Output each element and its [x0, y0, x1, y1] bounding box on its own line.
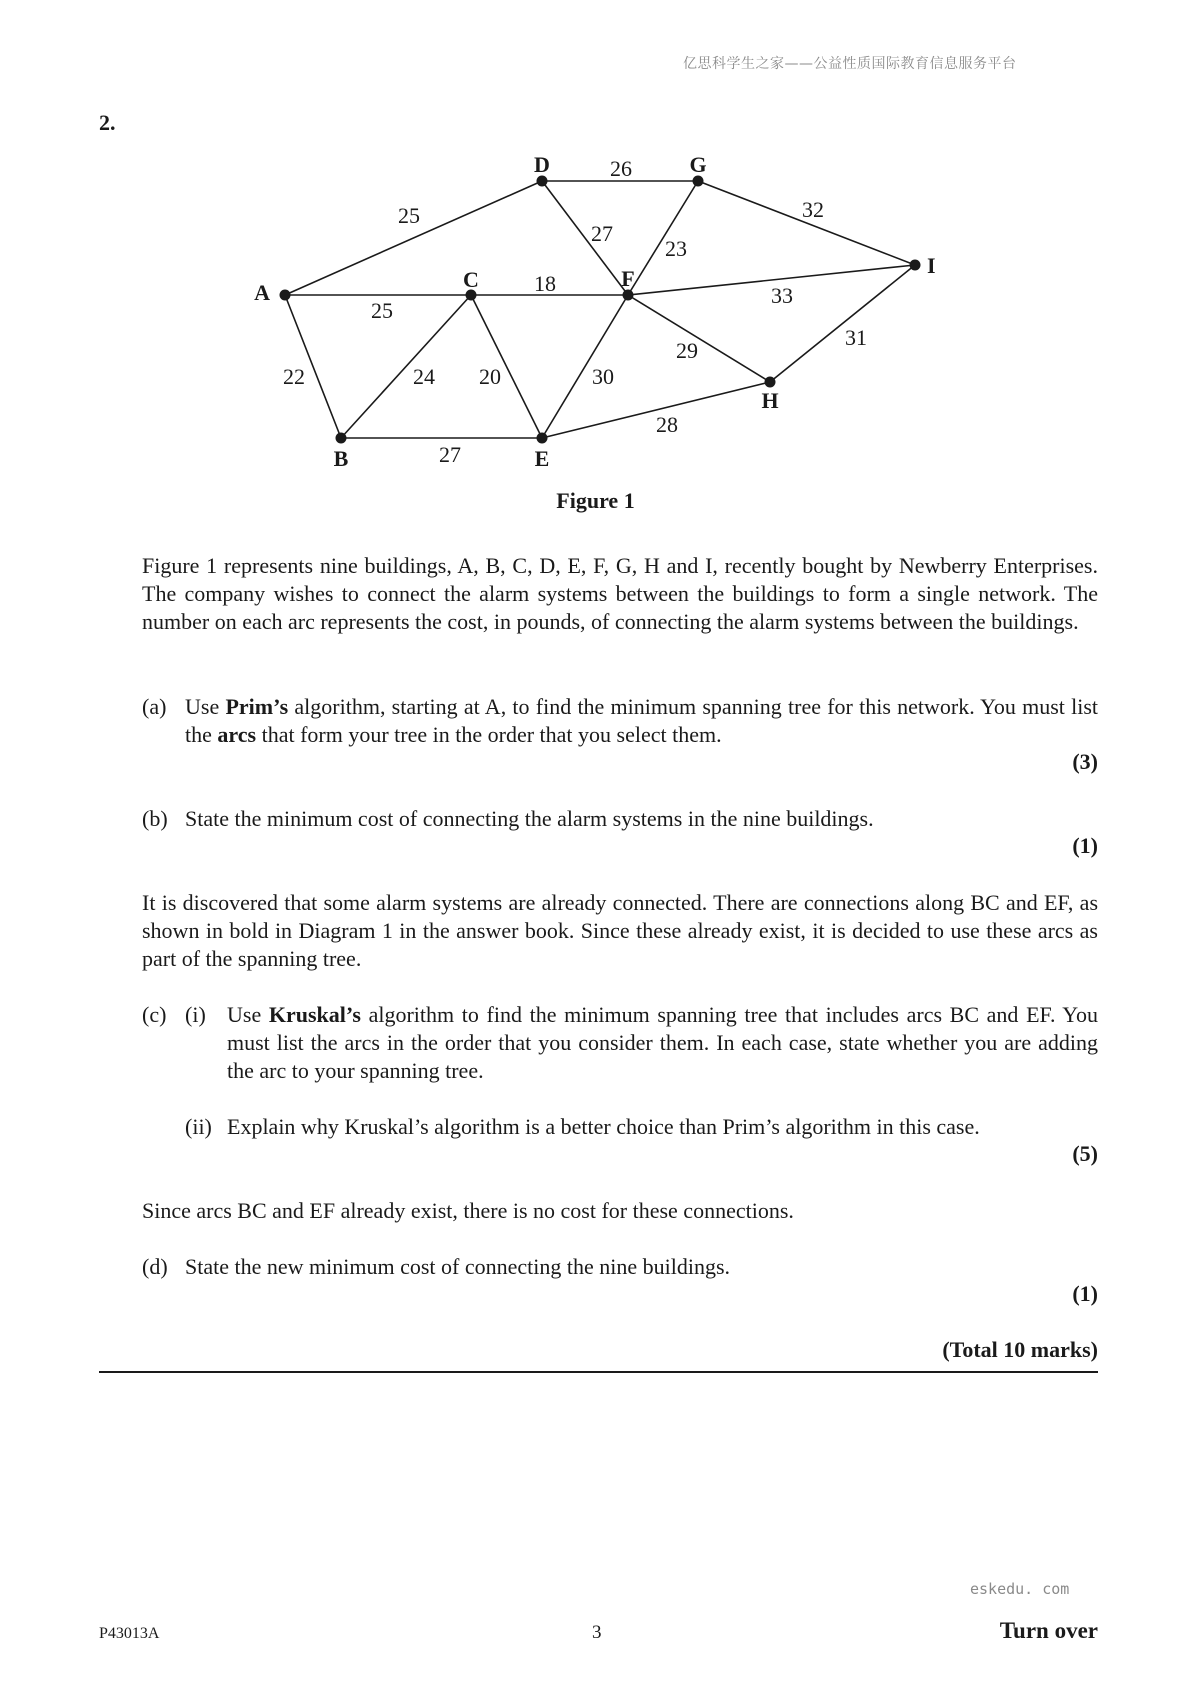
part-c-i-text: Use Kruskal’s algorithm to find the minimum spanning tree that includes arcs BC and EF. You must list the arcs in the order that you consider them. In each case, state whether you are adding the arc to your spanning tree. [227, 1002, 1098, 1083]
edge-gf [628, 181, 698, 295]
edge-gi [698, 181, 915, 265]
edge-weight-gi: 32 [802, 197, 824, 222]
node-label-a: A [254, 280, 270, 305]
context-c-text: It is discovered that some alarm systems are already connected. There are connections along BC and EF, as shown in bold in Diagram 1 in the answer book. Since these already exist, it is decided to use these arcs as part of the spanning tree. [142, 890, 1098, 971]
node-g [693, 176, 704, 187]
edge-weight-fh: 29 [676, 338, 698, 363]
node-label-c: C [463, 267, 479, 292]
part-a-text: Use Prim’s algorithm, starting at A, to find the minimum spanning tree for this network. You must list the arcs that form your tree in the order that you select them. [185, 694, 1098, 747]
part-b-text: State the minimum cost of connecting the alarm systems in the nine buildings. [185, 806, 874, 831]
edge-weight-dg: 26 [610, 156, 632, 181]
context-d [142, 1197, 1098, 1225]
part-a-marks: (3) [1072, 749, 1098, 774]
edge-weight-ce: 20 [479, 364, 501, 389]
node-label-d: D [534, 152, 550, 177]
edge-weight-be: 27 [439, 442, 461, 467]
footer-watermark: eskedu. com [970, 1580, 1070, 1598]
part-c-marks: (5) [1072, 1141, 1098, 1166]
node-label-b: B [333, 446, 349, 471]
part-b [142, 805, 1098, 835]
edge-weight-bc: 24 [413, 364, 435, 389]
part-d [142, 1253, 1098, 1283]
edge-weight-fe: 30 [592, 364, 614, 389]
edge-fh [628, 295, 770, 382]
node-b [336, 433, 347, 444]
intro-paragraph [142, 552, 1098, 636]
edge-weight-cf: 18 [534, 271, 556, 296]
part-b-marks: (1) [1072, 833, 1098, 858]
part-c-i-label: (i) [185, 1002, 206, 1027]
part-d-marks: (1) [1072, 1281, 1098, 1306]
node-h [765, 377, 776, 388]
page-number: 3 [592, 1622, 602, 1643]
part-a [142, 693, 1098, 753]
node-label-h: H [761, 388, 779, 413]
edge-weight-eh: 28 [656, 412, 678, 437]
edge-weight-gf: 23 [665, 236, 687, 261]
turn-over: Turn over [999, 1618, 1098, 1643]
part-c-ii-text: Explain why Kruskal’s algorithm is a better choice than Prim’s algorithm in this case. [227, 1114, 980, 1139]
node-a [280, 290, 291, 301]
edge-fe [542, 295, 628, 438]
question-number: 2. [99, 110, 116, 135]
edge-bc [341, 295, 471, 438]
node-label-i: I [927, 253, 936, 278]
node-d [537, 176, 548, 187]
edge-weight-fi: 33 [771, 283, 793, 308]
edge-weight-df: 27 [591, 221, 613, 246]
node-i [910, 260, 921, 271]
context-c [142, 889, 1098, 973]
paper-code: P43013A [99, 1625, 160, 1642]
total-marks: (Total 10 marks) [942, 1337, 1098, 1362]
network-figure [0, 0, 1191, 520]
header-watermark: 亿思科学生之家——公益性质国际教育信息服务平台 [683, 56, 1017, 72]
part-a-label: (a) [142, 694, 167, 719]
node-label-f: F [621, 266, 635, 291]
part-c-ii [142, 1113, 1098, 1143]
part-b-label: (b) [142, 806, 168, 831]
node-f [623, 290, 634, 301]
part-c-label: (c) [142, 1002, 167, 1027]
node-label-e: E [534, 446, 550, 471]
node-e [537, 433, 548, 444]
edge-ad [285, 181, 542, 295]
part-d-label: (d) [142, 1254, 168, 1279]
part-d-text: State the new minimum cost of connecting the nine buildings. [185, 1254, 731, 1279]
context-d-text: Since arcs BC and EF already exist, there is no cost for these connections. [142, 1198, 794, 1223]
edge-weight-ad: 25 [398, 203, 420, 228]
section-divider [99, 1371, 1098, 1373]
edge-weight-ab: 22 [283, 364, 305, 389]
node-label-g: G [689, 152, 707, 177]
part-c-i [142, 1001, 1098, 1091]
part-c-ii-label: (ii) [185, 1114, 212, 1139]
edge-weight-hi: 31 [845, 325, 867, 350]
figure-caption: Figure 1 [556, 488, 635, 513]
intro-text: Figure 1 represents nine buildings, A, B, C, D, E, F, G, H and I, recently bought by Newberry Enterprises. The company wishes to connect the alarm systems between the buildings to form a single network. The number on each arc represents the cost, in pounds, of connecting the alarm systems between the buildings. [142, 553, 1098, 634]
edge-weight-ac: 25 [371, 298, 393, 323]
